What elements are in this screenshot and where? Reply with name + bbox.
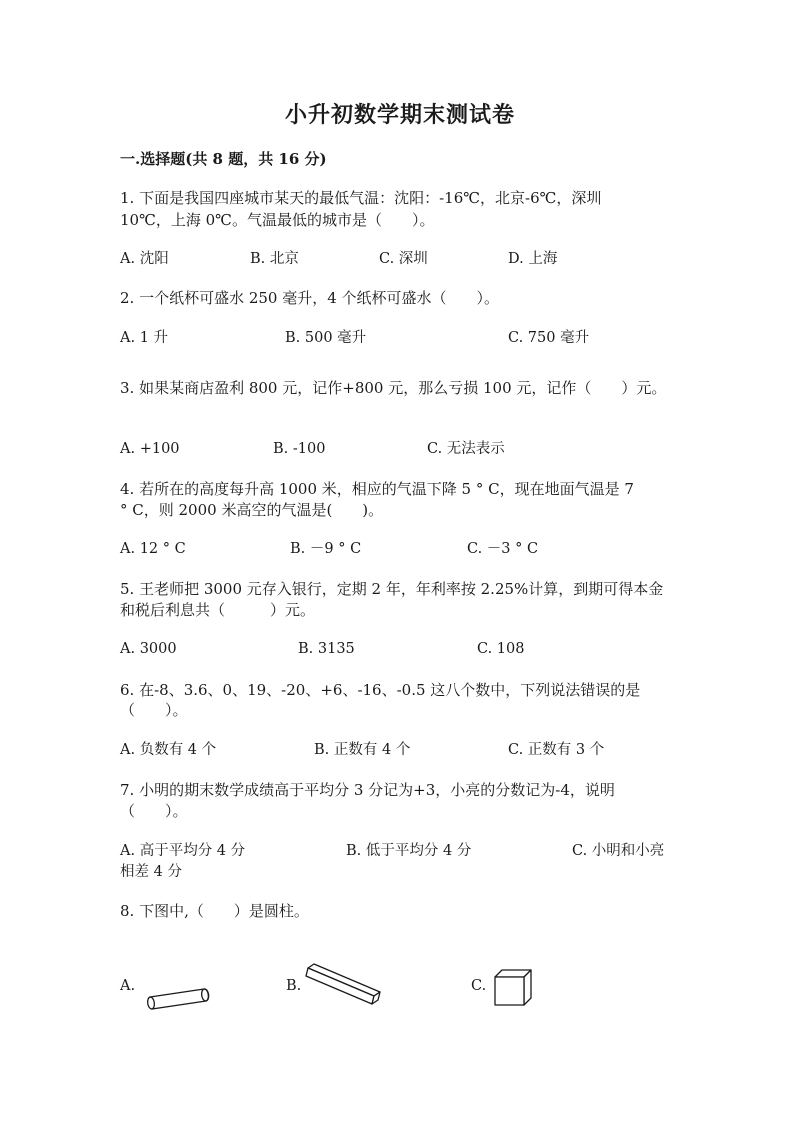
question-7-option-c-wrap: 相差 4 分 [120, 864, 182, 880]
cube-icon [491, 966, 533, 1008]
question-7-option-c: C. 小明和小亮 [572, 843, 665, 859]
question-4-line-1: 4. 若所在的高度每升高 1000 米，相应的气温下降 5 ° C，现在地面气温是 7 [120, 480, 634, 498]
question-4-option-b: B. －9 ° C [290, 541, 362, 557]
question-6-option-c: C. 正数有 3 个 [508, 742, 605, 758]
question-4-option-a: A. 12 ° C [120, 541, 186, 557]
question-4-option-c: C. －3 ° C [467, 541, 539, 557]
question-2-option-c: C. 750 毫升 [508, 330, 590, 346]
question-1-line-1: 1. 下面是我国四座城市某天的最低气温：沈阳：-16℃，北京-6℃，深圳 [120, 189, 602, 207]
question-8-option-b: B. [286, 978, 302, 994]
question-2-option-b: B. 500 毫升 [285, 330, 367, 346]
section-heading: 一.选择题(共 8 题，共 16 分) [120, 150, 327, 168]
question-8-option-c: C. [471, 978, 487, 994]
question-5-option-c: C. 108 [477, 641, 525, 657]
question-3-option-c: C. 无法表示 [427, 441, 505, 457]
question-5-option-a: A. 3000 [120, 641, 177, 657]
question-1-option-b: B. 北京 [250, 251, 299, 267]
question-7-line-1: 7. 小明的期末数学成绩高于平均分 3 分记为+3，小亮的分数记为-4，说明 [120, 781, 615, 799]
question-3-line-1: 3. 如果某商店盈利 800 元，记作+800 元，那么亏损 100 元，记作（ ）元。 [120, 379, 667, 397]
triangular-prism-icon [300, 960, 386, 1012]
question-8-option-a: A. [120, 978, 136, 994]
page-title: 小升初数学期末测试卷 [284, 102, 515, 128]
question-5-line-1: 5. 王老师把 3000 元存入银行，定期 2 年，年利率按 2.25%计算，到期可得本金 [120, 580, 664, 598]
question-8-line-1: 8. 下图中,（ ）是圆柱。 [120, 902, 309, 920]
question-3-option-a: A. +100 [120, 441, 180, 457]
question-5-option-b: B. 3135 [298, 641, 355, 657]
question-2-line-1: 2. 一个纸杯可盛水 250 毫升，4 个纸杯可盛水（ ）。 [120, 289, 500, 307]
question-6-line-2: （ ）。 [120, 701, 188, 719]
question-6-option-a: A. 负数有 4 个 [120, 742, 217, 758]
question-1-line-2: 10℃，上海 0℃。气温最低的城市是（ ）。 [120, 211, 435, 229]
question-1-option-a: A. 沈阳 [120, 251, 169, 267]
question-5-line-2: 和税后利息共（ ）元。 [120, 601, 316, 619]
question-2-option-a: A. 1 升 [120, 330, 169, 346]
question-6-option-b: B. 正数有 4 个 [314, 742, 411, 758]
question-7-option-a: A. 高于平均分 4 分 [120, 843, 246, 859]
question-7-line-2: （ ）。 [120, 802, 188, 820]
question-7-option-b: B. 低于平均分 4 分 [346, 843, 472, 859]
question-6-line-1: 6. 在-8、3.6、0、19、-20、+6、-16、-0.5 这八个数中，下列说法错误的是 [120, 681, 641, 699]
question-3-option-b: B. -100 [273, 441, 326, 457]
question-1-option-c: C. 深圳 [379, 251, 428, 267]
cylinder-icon [140, 978, 220, 1014]
question-1-option-d: D. 上海 [508, 251, 558, 267]
question-4-line-2: ° C，则 2000 米高空的气温是( )。 [120, 501, 384, 519]
